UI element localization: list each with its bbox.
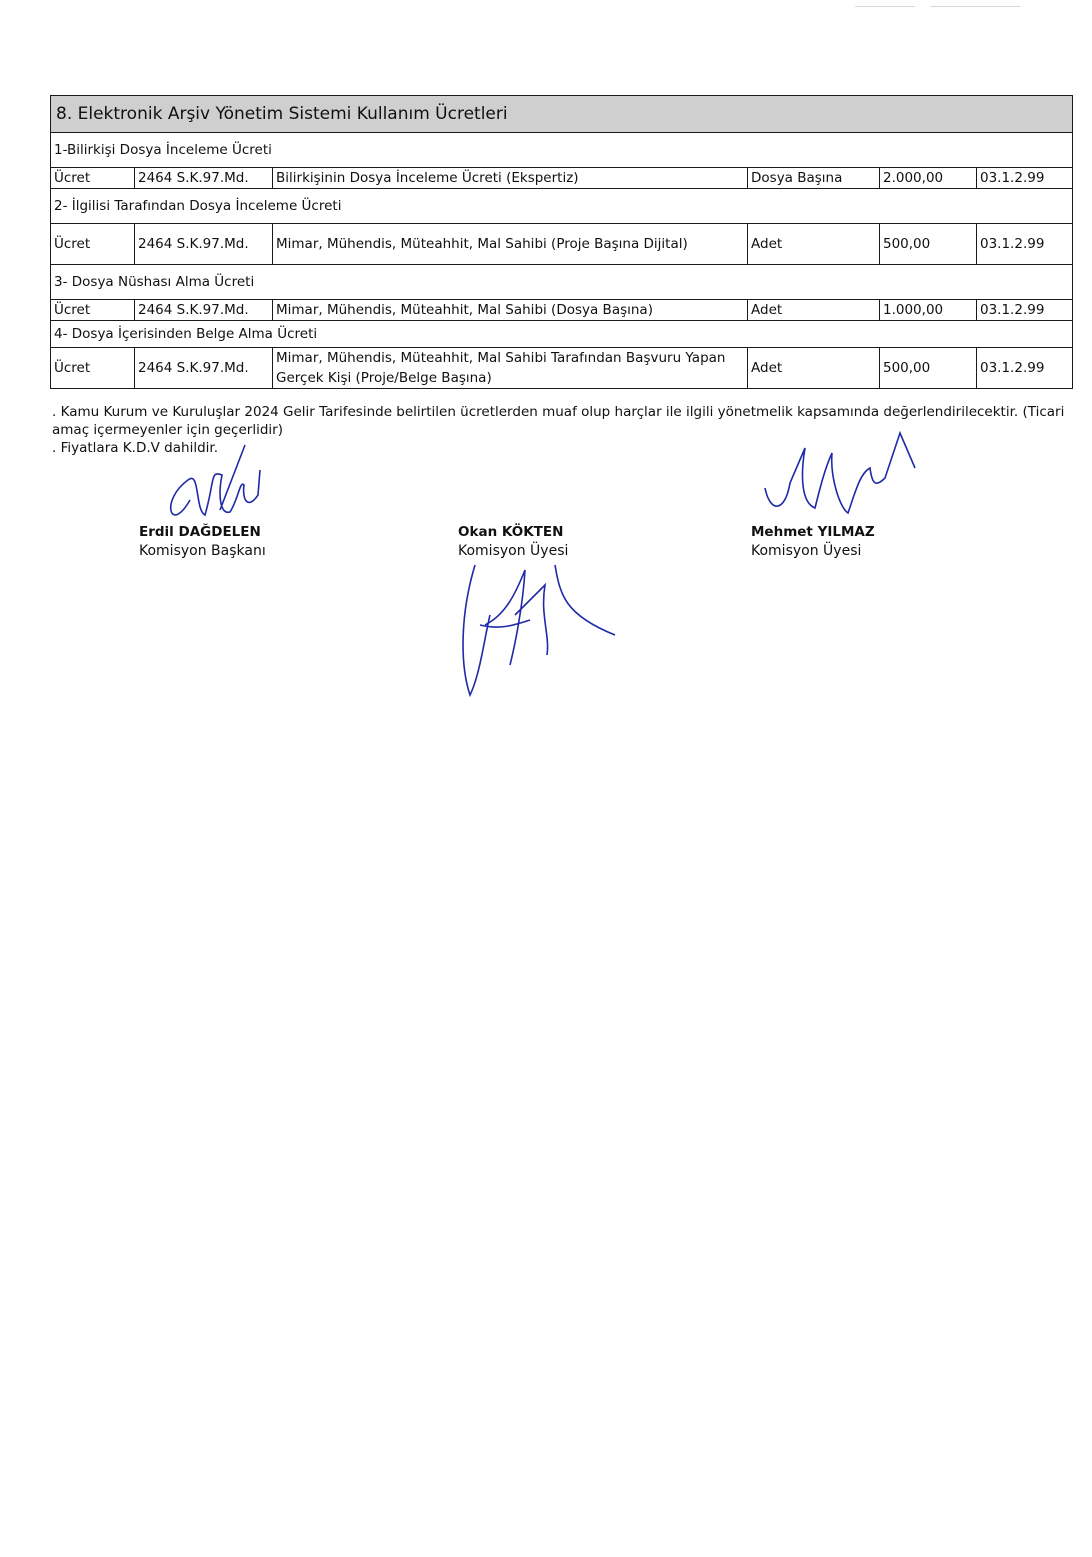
cell-law: 2464 S.K.97.Md. (135, 300, 273, 321)
cell-unit: Adet (748, 348, 880, 389)
note-exemption: . Kamu Kurum ve Kuruluşlar 2024 Gelir Tarifesinde belirtilen ücretlerden muaf olup harçlar ile ilgili yönetmelik kapsamında değerlendirilecektir. (Ticari amaç içermeyenler için geçerlidir) (52, 404, 1065, 438)
signatory-role: Komisyon Üyesi (458, 543, 569, 559)
fee-table (50, 95, 1073, 389)
signatory-role: Komisyon Üyesi (751, 543, 862, 559)
group-heading: 2- İlgilisi Tarafından Dosya İnceleme Ücreti (51, 189, 1073, 224)
cell-law: 2464 S.K.97.Md. (135, 224, 273, 265)
section-title: 8. Elektronik Arşiv Yönetim Sistemi Kullanım Ücretleri (51, 96, 1073, 133)
cell-description: Bilirkişinin Dosya İnceleme Ücreti (Ekspertiz) (273, 168, 748, 189)
cell-type: Ücret (51, 224, 135, 265)
signatory-name: Mehmet YILMAZ (751, 524, 875, 540)
group-heading-row (51, 321, 1073, 348)
cell-price: 500,00 (880, 348, 977, 389)
cell-type: Ücret (51, 348, 135, 389)
table-row (51, 224, 1073, 265)
table-row (51, 168, 1073, 189)
cell-code: 03.1.2.99 (977, 300, 1073, 321)
cell-code: 03.1.2.99 (977, 224, 1073, 265)
signatory-2 (458, 524, 568, 559)
cell-code: 03.1.2.99 (977, 348, 1073, 389)
group-heading-row (51, 189, 1073, 224)
section-title-row (51, 96, 1073, 133)
signatory-3 (751, 524, 875, 559)
signatory-1 (139, 524, 266, 559)
note-vat: . Fiyatlara K.D.V dahildir. (52, 440, 218, 456)
cell-unit: Adet (748, 300, 880, 321)
cell-description: Mimar, Mühendis, Müteahhit, Mal Sahibi Tarafından Başvuru Yapan Gerçek Kişi (Proje/Belge Başına) (273, 348, 748, 389)
scan-artifact-line (855, 6, 915, 7)
cell-description: Mimar, Mühendis, Müteahhit, Mal Sahibi (Proje Başına Dijital) (273, 224, 748, 265)
cell-description: Mimar, Mühendis, Müteahhit, Mal Sahibi (Dosya Başına) (273, 300, 748, 321)
group-heading: 3- Dosya Nüshası Alma Ücreti (51, 265, 1073, 300)
table-row (51, 300, 1073, 321)
cell-unit: Adet (748, 224, 880, 265)
signatory-name: Okan KÖKTEN (458, 524, 564, 540)
cell-code: 03.1.2.99 (977, 168, 1073, 189)
table-row (51, 348, 1073, 389)
signature-mehmet-yilmaz (760, 428, 930, 523)
cell-price: 1.000,00 (880, 300, 977, 321)
signatory-name: Erdil DAĞDELEN (139, 524, 261, 540)
signature-okan-kokten (455, 555, 625, 700)
cell-price: 2.000,00 (880, 168, 977, 189)
scan-artifact-line (930, 6, 1020, 7)
group-heading-row (51, 133, 1073, 168)
group-heading: 4- Dosya İçerisinden Belge Alma Ücreti (51, 321, 1073, 348)
cell-type: Ücret (51, 168, 135, 189)
signatory-role: Komisyon Başkanı (139, 543, 266, 559)
cell-type: Ücret (51, 300, 135, 321)
cell-law: 2464 S.K.97.Md. (135, 168, 273, 189)
group-heading-row (51, 265, 1073, 300)
cell-unit: Dosya Başına (748, 168, 880, 189)
cell-law: 2464 S.K.97.Md. (135, 348, 273, 389)
cell-price: 500,00 (880, 224, 977, 265)
group-heading: 1-Bilirkişi Dosya İnceleme Ücreti (51, 133, 1073, 168)
